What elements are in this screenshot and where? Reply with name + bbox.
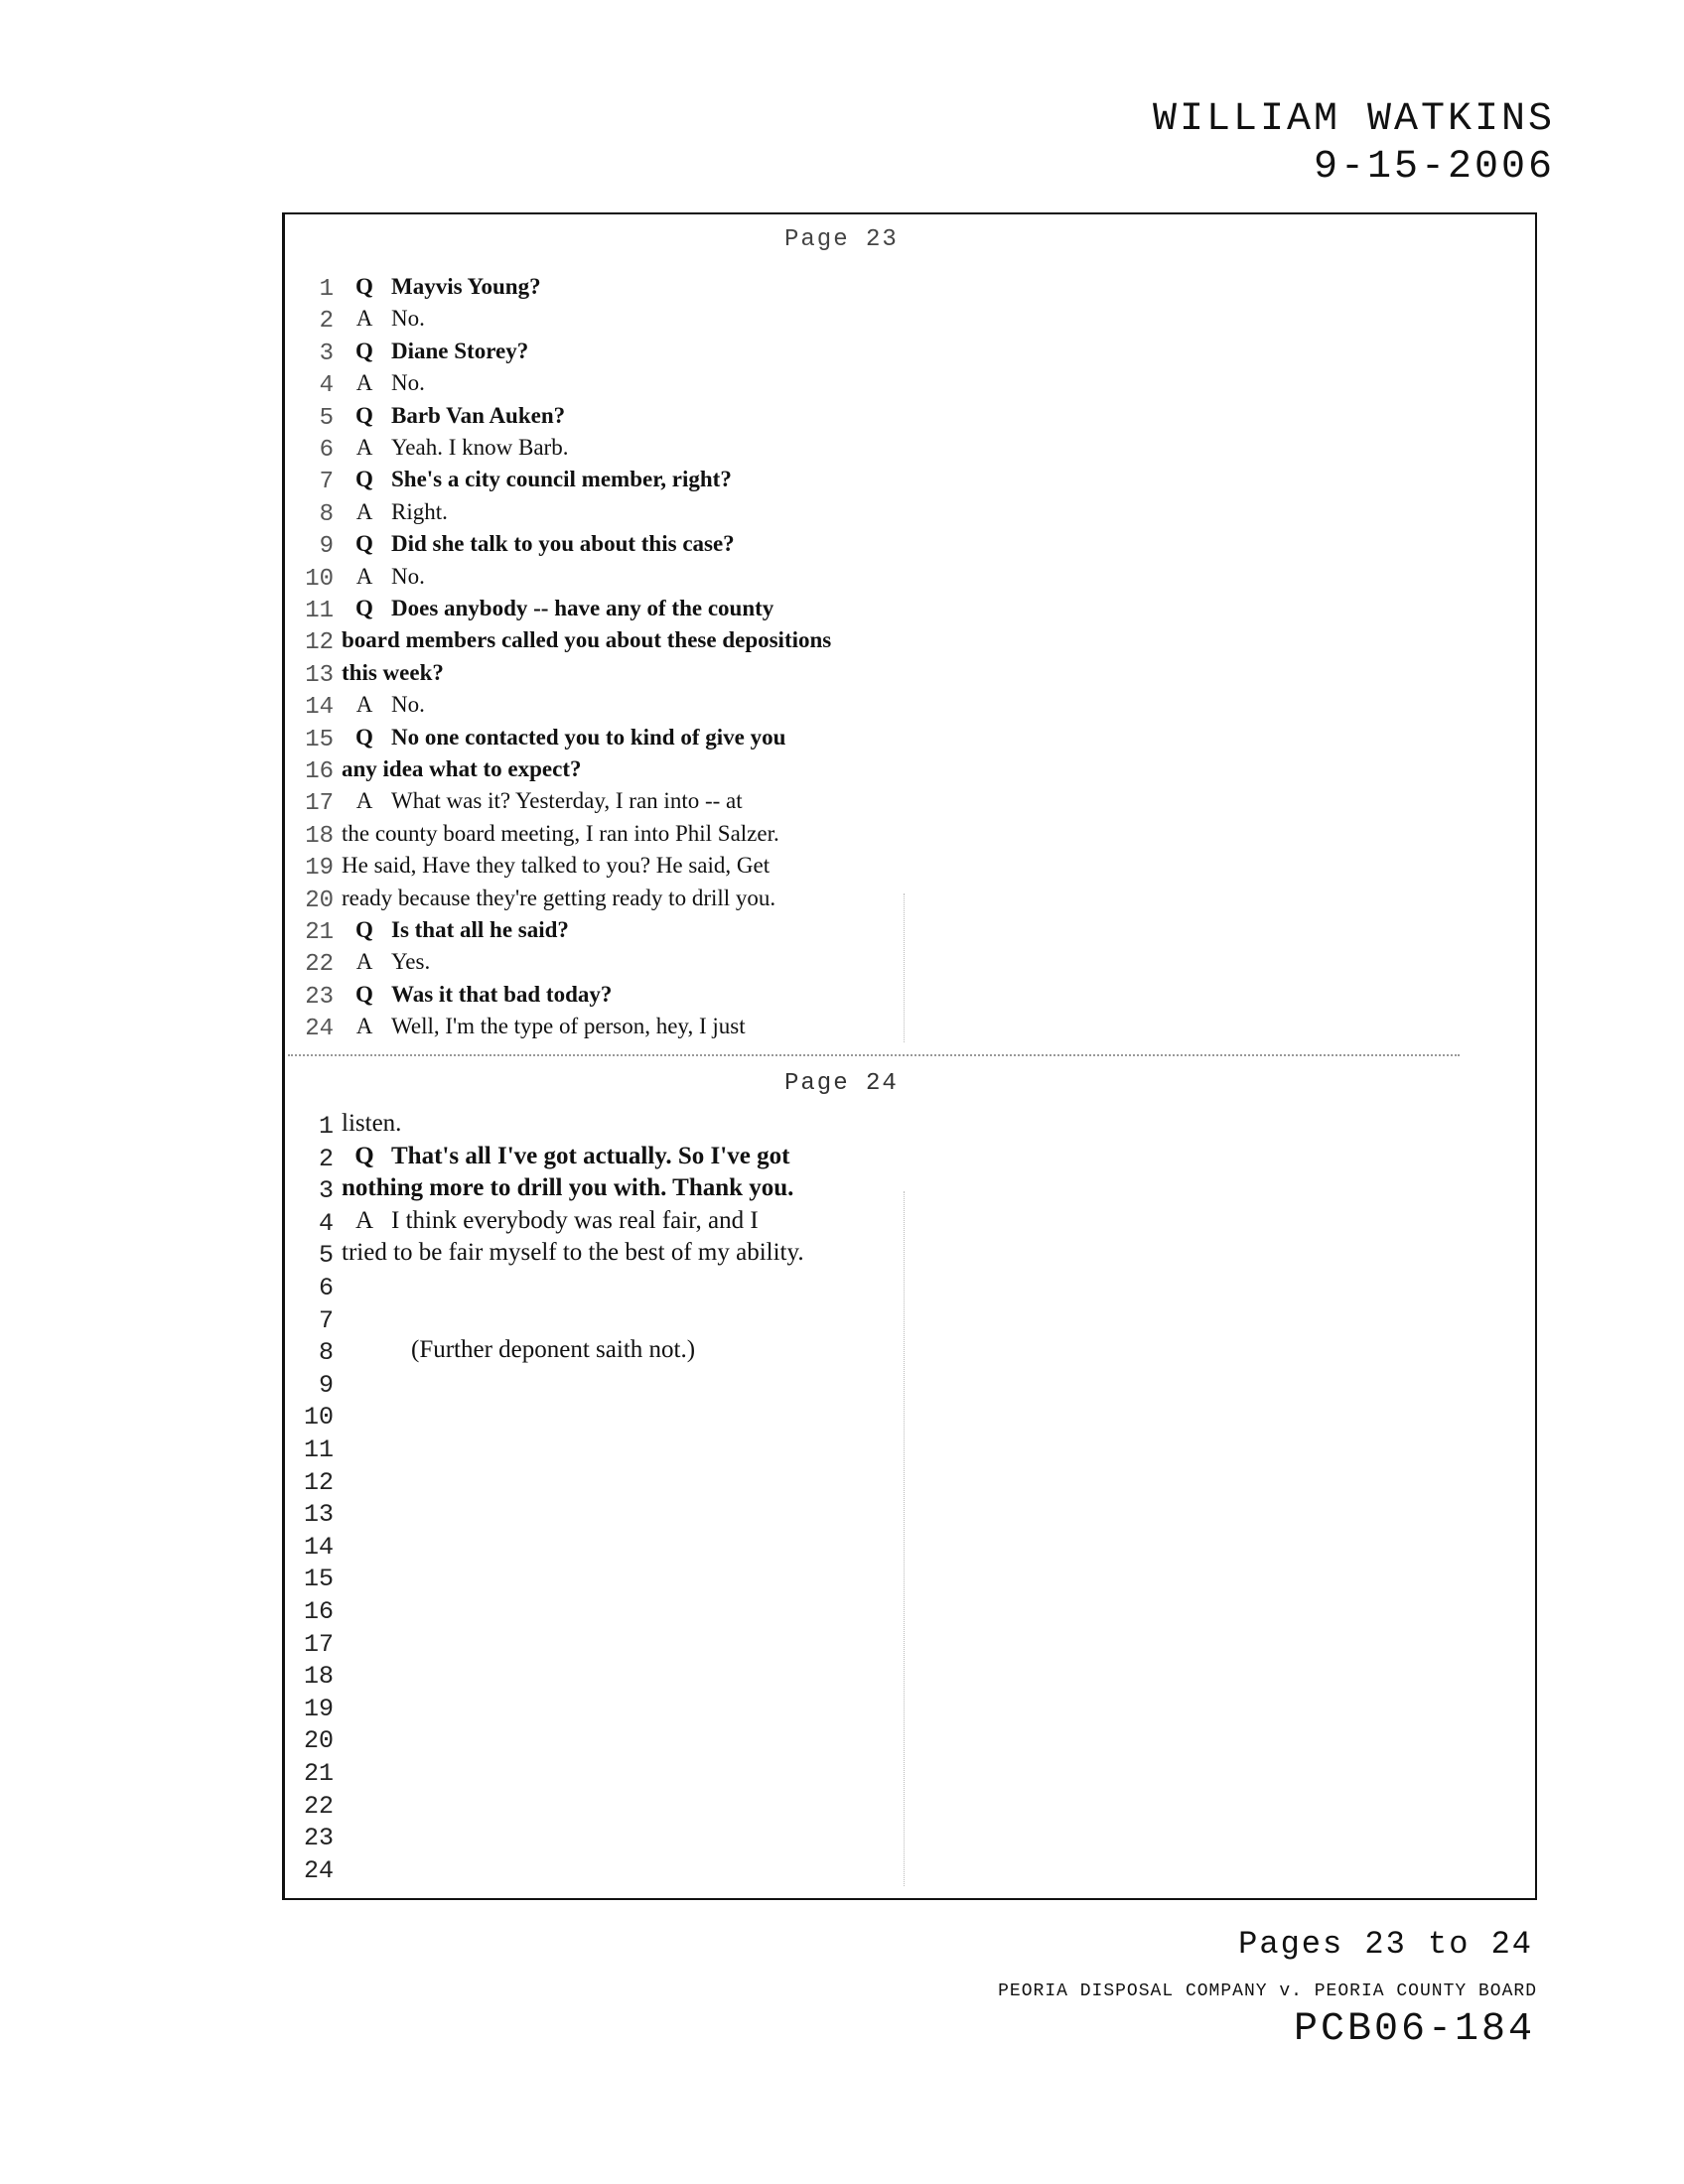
line-number: 8 [318,1338,334,1368]
line-text-wrap [342,627,831,653]
line-number: 6 [318,1274,334,1302]
line-number: 4 [318,1208,334,1238]
line-text: No. [391,563,425,589]
docket-number: PCB06-184 [1293,2007,1535,2052]
line-text: He said, Have they talked to you? He said, Get [342,853,771,879]
line-number: 13 [305,661,334,689]
line-number: 13 [303,1500,334,1530]
line-text-wrap [342,788,743,814]
line-text: nothing more to drill you with. Thank you. [342,1174,794,1202]
line-number: 7 [319,469,334,496]
line-text-wrap [342,1336,695,1364]
line-number: 18 [303,1662,334,1692]
line-text-wrap [342,531,735,557]
question-marker: Q [355,274,373,299]
line-text-wrap [342,821,779,847]
line-text: She's a city council member, right? [391,467,732,492]
transcript-frame [282,212,1537,1900]
line-number: 21 [303,1759,334,1788]
line-text-wrap [342,1207,759,1235]
line-number: 2 [319,308,334,336]
line-text-wrap [342,1014,746,1039]
line-number: 21 [305,919,334,946]
case-caption: PEORIA DISPOSAL COMPANY v. PEORIA COUNTY BOARD [998,1981,1537,2001]
line-number: 15 [305,726,334,753]
line-number: 14 [303,1532,334,1562]
line-text-wrap [342,692,425,718]
answer-marker: A [354,1206,374,1234]
question-marker: Q [355,531,373,557]
line-text: That's all I've got actually. So I've got [391,1142,790,1169]
line-text-wrap [342,564,425,590]
page-23-title: Page 23 [784,226,899,253]
question-marker: Q [355,724,373,750]
line-text-wrap [342,853,770,879]
line-text: Well, I'm the type of person, hey, I just [391,1014,746,1039]
line-number: 16 [303,1597,334,1626]
line-number: 11 [303,1435,334,1464]
line-text-wrap [342,756,581,782]
line-text-wrap [342,339,528,364]
page-separator [288,1054,1460,1056]
line-number: 5 [318,1241,334,1271]
line-text-wrap [342,499,448,525]
line-text: Was it that bad today? [391,981,613,1007]
answer-marker: A [355,435,373,460]
line-number: 24 [303,1855,334,1885]
line-number: 24 [305,1016,334,1043]
line-number: 16 [305,758,334,785]
answer-marker: A [355,949,373,975]
line-text: ready because they're getting ready to drill you. [342,885,776,910]
line-number: 11 [305,598,334,624]
line-text: Right. [391,498,448,524]
line-number: 18 [305,822,334,850]
line-text-wrap [342,660,444,686]
line-number: 19 [303,1694,334,1723]
line-number: 19 [305,855,334,883]
deposition-date: 9-15-2006 [1313,145,1555,190]
line-text: Did she talk to you about this case? [391,531,735,557]
line-number: 22 [305,951,334,979]
line-text-wrap [342,435,568,461]
line-text: No. [391,370,425,396]
line-number: 10 [303,1403,334,1433]
line-number: 5 [319,404,334,432]
line-text-wrap [342,274,541,300]
question-marker: Q [354,1142,374,1169]
line-number: 10 [305,565,334,593]
line-number: 23 [305,983,334,1011]
line-text: Barb Van Auken? [391,402,566,428]
line-number: 9 [319,533,334,561]
question-marker: Q [355,917,373,942]
line-text-wrap [342,467,732,492]
line-text: Mayvis Young? [391,274,541,299]
page-24-title: Page 24 [784,1070,899,1097]
question-marker: Q [355,596,373,620]
answer-marker: A [355,498,373,524]
line-number: 4 [319,372,334,400]
line-text-wrap [342,1110,401,1138]
line-text: Yes. [391,949,431,975]
line-number: 20 [305,887,334,914]
line-number: 3 [318,1176,334,1206]
line-text: No. [391,306,425,332]
line-text: Yeah. I know Barb. [391,435,569,460]
line-text: this week? [342,659,444,685]
line-text: What was it? Yesterday, I ran into -- at [391,788,743,814]
line-number: 17 [305,790,334,818]
line-number: 8 [319,500,334,528]
line-text-wrap [342,886,775,911]
line-text: Is that all he said? [391,917,569,942]
answer-marker: A [355,692,373,718]
line-number: 2 [318,1144,334,1173]
answer-marker: A [355,788,373,814]
witness-name: WILLIAM WATKINS [1152,97,1555,142]
answer-marker: A [355,563,373,589]
line-number: 23 [303,1824,334,1853]
line-text-wrap [342,917,569,943]
line-text-wrap [342,949,430,975]
line-text-wrap [342,1239,804,1267]
margin-mark [904,893,905,1042]
line-text: No one contacted you to kind of give you [391,724,786,750]
answer-marker: A [355,370,373,396]
line-number: 3 [319,340,334,367]
line-text: Diane Storey? [391,338,529,363]
line-number: 6 [319,437,334,464]
line-number: 12 [305,629,334,657]
line-text-wrap [342,1143,789,1170]
line-text: (Further deponent saith not.) [411,1336,696,1364]
line-text: the county board meeting, I ran into Phil Salzer. [342,820,779,846]
answer-marker: A [355,306,373,332]
line-text: any idea what to expect? [342,756,582,781]
line-text: tried to be fair myself to the best of my ability. [342,1239,804,1267]
line-text: board members called you about these depositions [342,627,832,653]
line-text: Does anybody -- have any of the county [391,596,774,620]
answer-marker: A [355,1014,373,1039]
line-text-wrap [342,725,785,751]
line-number: 9 [318,1370,334,1400]
line-number: 1 [318,1112,334,1141]
question-marker: Q [355,981,373,1007]
line-text-wrap [342,982,612,1008]
line-number: 12 [303,1467,334,1497]
line-number: 14 [305,694,334,722]
line-text-wrap [342,1174,793,1202]
line-number: 1 [319,276,334,303]
line-text: I think everybody was real fair, and I [391,1206,759,1234]
line-number: 7 [318,1305,334,1335]
line-text-wrap [342,306,425,332]
margin-mark [904,1191,905,1886]
line-number: 17 [303,1629,334,1659]
line-text-wrap [342,370,425,396]
question-marker: Q [355,338,373,363]
question-marker: Q [355,467,373,492]
line-text-wrap [342,403,565,429]
page-range: Pages 23 to 24 [1238,1926,1533,1963]
line-number: 15 [303,1565,334,1594]
line-text: listen. [342,1110,402,1137]
line-number: 22 [303,1791,334,1821]
line-text: No. [391,692,425,718]
line-number: 20 [303,1726,334,1756]
line-text-wrap [342,596,773,621]
question-marker: Q [355,402,373,428]
